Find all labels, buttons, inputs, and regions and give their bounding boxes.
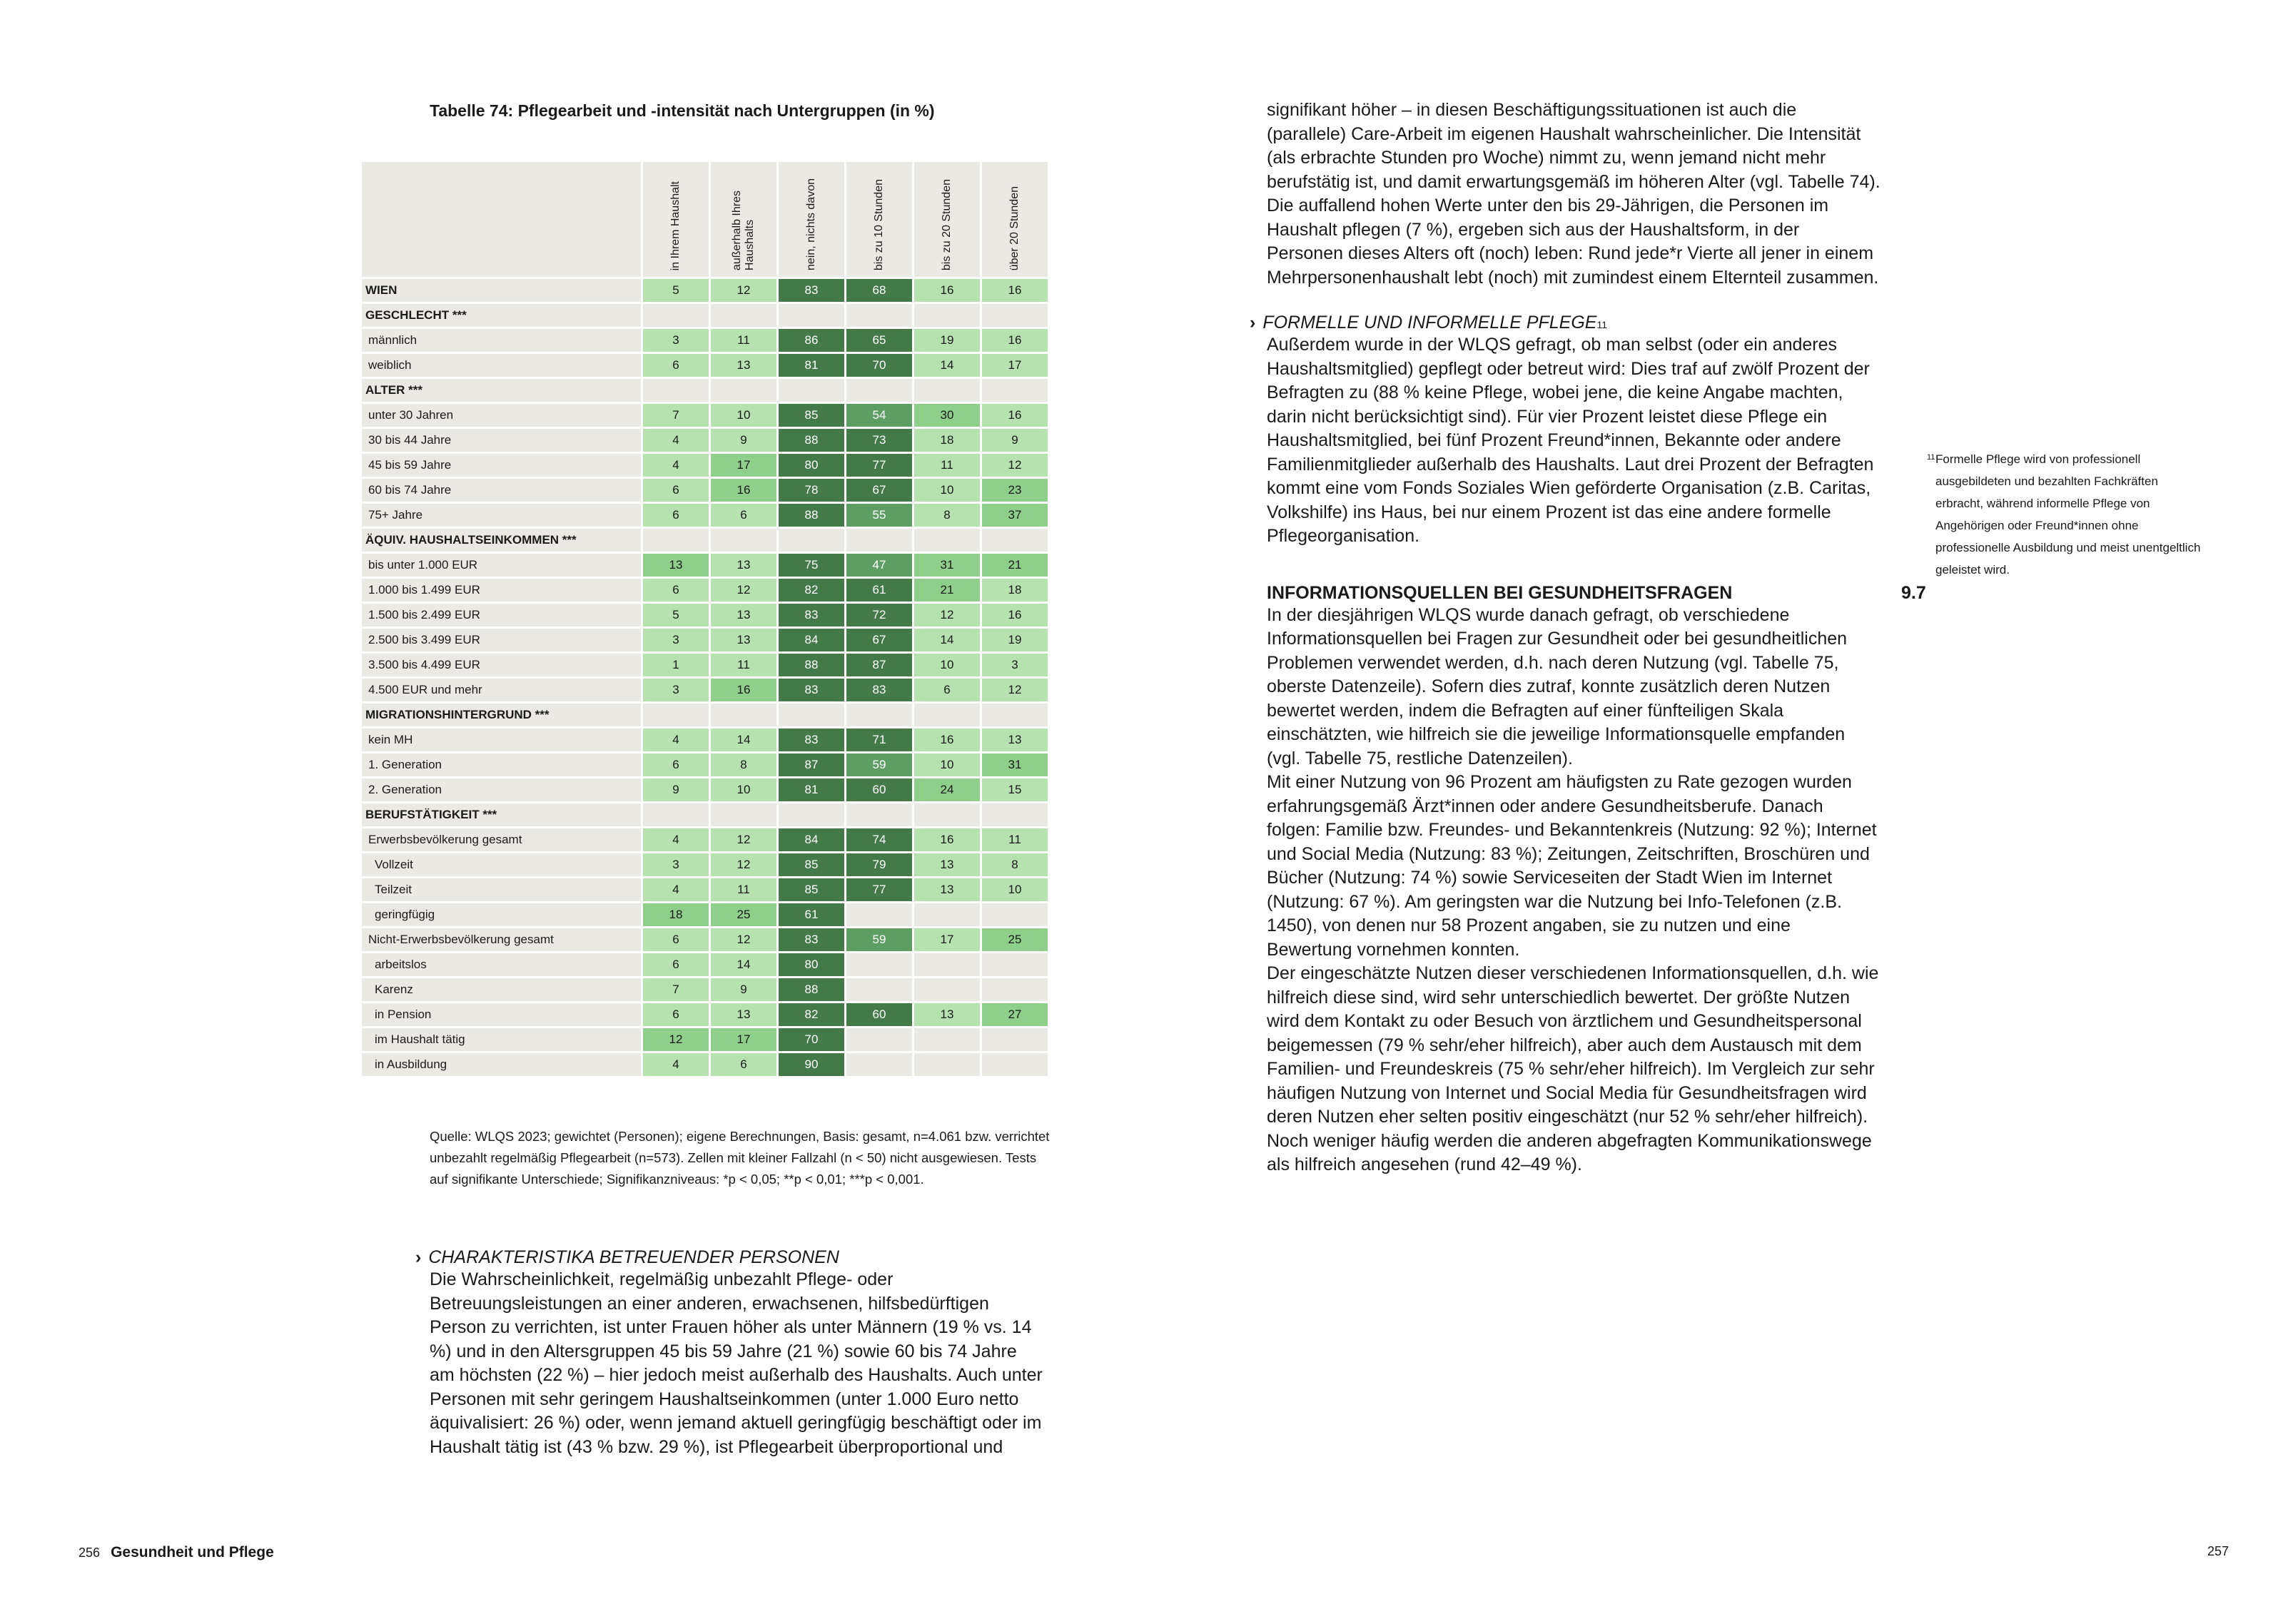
table-cell: 13 <box>711 354 776 377</box>
table-row <box>362 878 1048 901</box>
table-cell <box>643 803 709 826</box>
table-cell <box>846 529 912 552</box>
table-cell <box>779 704 844 726</box>
table-cell: 9 <box>643 778 709 801</box>
table-cell <box>982 704 1048 726</box>
table-cell <box>711 304 776 327</box>
table-cell: 5 <box>643 279 709 302</box>
row-label: arbeitslos <box>362 953 641 976</box>
table-row <box>362 903 1048 926</box>
col-header: nein, nichts davon <box>779 162 844 277</box>
table-row <box>362 778 1048 801</box>
table-row <box>362 429 1048 452</box>
table-cell: 21 <box>914 579 980 602</box>
row-label: 1. Generation <box>362 753 641 776</box>
row-label: in Ausbildung <box>362 1053 641 1076</box>
table-cell: 6 <box>643 953 709 976</box>
table-cell: 13 <box>914 853 980 876</box>
table-cell: 12 <box>982 679 1048 701</box>
chevron-right-icon: › <box>1250 313 1256 333</box>
table-cell: 21 <box>982 554 1048 577</box>
table-cell: 85 <box>779 404 844 427</box>
table-cell: 74 <box>846 828 912 851</box>
table-cell: 31 <box>914 554 980 577</box>
table-row <box>362 579 1048 602</box>
table-row <box>362 454 1048 477</box>
table-row <box>362 978 1048 1001</box>
row-label: geringfügig <box>362 903 641 926</box>
paragraph-characteristics: Die Wahrscheinlichkeit, regelmäßig unbezahlt Pflege- oder Betreuungsleistungen an einer anderen, erwachsenen, hilfsbedürftigen Person zu verrichten, ist unter Frauen höher als unter Männern (19 % vs. 14 %) und in den Altersgruppen 45 bis 59 Jahre (21 %) sowie 60 bis 74 Jahre am höchsten (22 %) – hier jedoch meist außerhalb des Haushalts. Auch unter Personen mit sehr geringem Haushaltseinkommen (unter 1.000 Euro netto äquivalisiert: 26 %) oder, wenn jemand aktuell geringfügig beschäftigt oder im Haushalt tätig ist (43 % bzw. 29 %), ist Pflegearbeit überproportional und <box>430 1269 1043 1457</box>
table-cell <box>982 803 1048 826</box>
table-cell: 16 <box>914 729 980 751</box>
table-row <box>362 504 1048 527</box>
table-cell: 3 <box>643 679 709 701</box>
table-cell: 1 <box>643 654 709 676</box>
table-cell: 17 <box>914 928 980 951</box>
col-header: bis zu 10 Stunden <box>846 162 912 277</box>
table-cell: 87 <box>846 654 912 676</box>
table-cell: 59 <box>846 753 912 776</box>
col-header: in Ihrem Haushalt <box>643 162 709 277</box>
table-cell: 14 <box>711 729 776 751</box>
table-cell <box>982 953 1048 976</box>
row-label: 4.500 EUR und mehr <box>362 679 641 701</box>
table-cell: 4 <box>643 828 709 851</box>
table-cell: 6 <box>914 679 980 701</box>
table-cell: 8 <box>982 853 1048 876</box>
table-cell: 61 <box>779 903 844 926</box>
table-source-note: Quelle: WLQS 2023; gewichtet (Personen); eigene Berechnungen, Basis: gesamt, n=4.061 bzw. verrichtet unbezahlt regelmäßig Pflegearbeit (n=573). Zellen mit kleiner Fallzahl (n < 50) nicht ausgewiesen. Tests auf signifikante Unterschiede; Signifikanzniveaus: *p < 0,05; **p < 0,01; ***p < 0,001. <box>430 1129 1050 1187</box>
table-cell: 10 <box>914 654 980 676</box>
row-label: kein MH <box>362 729 641 751</box>
table-cell: 16 <box>982 329 1048 352</box>
table-cell: 88 <box>779 978 844 1001</box>
row-label: 2.500 bis 3.499 EUR <box>362 629 641 651</box>
table-cell: 13 <box>643 554 709 577</box>
table-cell: 19 <box>914 329 980 352</box>
table-cell: 9 <box>982 429 1048 452</box>
row-label: weiblich <box>362 354 641 377</box>
col-header: bis zu 20 Stunden <box>914 162 980 277</box>
table-cell: 75 <box>779 554 844 577</box>
table-row <box>362 354 1048 377</box>
table-cell: 70 <box>846 354 912 377</box>
table-cell: 4 <box>643 429 709 452</box>
row-label: bis unter 1.000 EUR <box>362 554 641 577</box>
table-cell: 6 <box>643 928 709 951</box>
table-cell: 25 <box>711 903 776 926</box>
table-cell <box>643 704 709 726</box>
table-cell <box>914 978 980 1001</box>
row-label: Vollzeit <box>362 853 641 876</box>
table-cell <box>779 379 844 402</box>
table-cell <box>846 379 912 402</box>
table-row <box>362 654 1048 676</box>
table-cell: 14 <box>914 354 980 377</box>
row-label: Karenz <box>362 978 641 1001</box>
table-cell: 68 <box>846 279 912 302</box>
page-number-right: 257 <box>2207 1544 2229 1558</box>
table-cell: 47 <box>846 554 912 577</box>
table-row <box>362 479 1048 502</box>
table-cell: 24 <box>914 778 980 801</box>
table-body <box>362 279 1048 1076</box>
table-cell: 7 <box>643 404 709 427</box>
table-cell: 83 <box>779 604 844 626</box>
table-cell: 59 <box>846 928 912 951</box>
table-cell: 84 <box>779 629 844 651</box>
col-header: außerhalb Ihres Haushalts <box>711 162 776 277</box>
table-cell: 10 <box>982 878 1048 901</box>
table-cell: 73 <box>846 429 912 452</box>
subheading-text: CHARAKTERISTIKA BETREUENDER PERSONEN <box>428 1247 839 1267</box>
table-cell: 13 <box>711 604 776 626</box>
table-cell: 13 <box>711 554 776 577</box>
table-cell <box>982 529 1048 552</box>
section-heading-block <box>1267 582 1926 604</box>
table-cell: 3 <box>643 629 709 651</box>
table-cell: 6 <box>643 504 709 527</box>
table-cell <box>711 529 776 552</box>
table-cell: 80 <box>779 454 844 477</box>
table-cell: 4 <box>643 1053 709 1076</box>
table-cell: 6 <box>643 479 709 502</box>
table-cell: 82 <box>779 579 844 602</box>
table-cell: 83 <box>779 279 844 302</box>
table-cell: 6 <box>643 1003 709 1026</box>
table-cell <box>914 1028 980 1051</box>
table-row <box>362 554 1048 577</box>
table-cell: 83 <box>779 928 844 951</box>
table-cell: 13 <box>914 878 980 901</box>
table-row <box>362 953 1048 976</box>
table-cell <box>914 803 980 826</box>
table-cell: 4 <box>643 729 709 751</box>
table-cell <box>711 704 776 726</box>
table-cell: 10 <box>711 404 776 427</box>
row-label: MIGRATIONSHINTERGRUND *** <box>362 704 641 726</box>
table-cell: 30 <box>914 404 980 427</box>
table-cell <box>846 953 912 976</box>
table-cell: 84 <box>779 828 844 851</box>
table-cell: 78 <box>779 479 844 502</box>
table-cell: 79 <box>846 853 912 876</box>
table-row <box>362 828 1048 851</box>
page-number-left: 256 <box>79 1546 101 1560</box>
table-cell: 55 <box>846 504 912 527</box>
row-label: Erwerbsbevölkerung gesamt <box>362 828 641 851</box>
table-cell: 31 <box>982 753 1048 776</box>
table-cell <box>982 304 1048 327</box>
footer-left <box>79 1544 274 1561</box>
table-cell: 12 <box>643 1028 709 1051</box>
table-cell <box>643 379 709 402</box>
table-cell: 4 <box>643 454 709 477</box>
table-cell: 85 <box>779 853 844 876</box>
table-cell: 17 <box>982 354 1048 377</box>
table-cell: 83 <box>846 679 912 701</box>
table-cell <box>779 529 844 552</box>
table-row <box>362 329 1048 352</box>
table-cell: 16 <box>711 479 776 502</box>
table-cell: 15 <box>982 778 1048 801</box>
table-cell <box>846 1053 912 1076</box>
table-cell: 11 <box>711 654 776 676</box>
row-label: 75+ Jahre <box>362 504 641 527</box>
table-cell: 14 <box>914 629 980 651</box>
table-cell: 8 <box>914 504 980 527</box>
table-row <box>362 928 1048 951</box>
row-label: Teilzeit <box>362 878 641 901</box>
table-cell <box>982 903 1048 926</box>
table-cell: 3 <box>982 654 1048 676</box>
table-cell: 70 <box>779 1028 844 1051</box>
table-row <box>362 679 1048 701</box>
table-cell: 12 <box>711 828 776 851</box>
row-label: GESCHLECHT *** <box>362 304 641 327</box>
table-cell: 67 <box>846 629 912 651</box>
table-cell <box>914 379 980 402</box>
table-row <box>362 529 1048 552</box>
table-row <box>362 379 1048 402</box>
right-text-column <box>1250 98 1926 1177</box>
table-cell: 81 <box>779 778 844 801</box>
paragraph-info-2: Mit einer Nutzung von 96 Prozent am häufigsten zu Rate gezogen wurden erfahrungsgemäß Ärzt*innen oder andere Gesundheitsberufe. Danach folgen: Familie bzw. Freundes- und Bekanntenkreis (Nutzung: 92 %); Internet und Social Media (Nutzung: 83 %); Zeitungen, Zeitschriften, Broschüren und Bücher (Nutzung: 74 %) sowie Serviceseiten der Stadt Wien im Internet (Nutzung: 67 %). Am geringsten war die Nutzung bei Info-Telefonen (z.B. 1450), von denen nur 58 Prozent angaben, sie zu nutzen und eine Bewertung vornehmen konnten. <box>1267 772 1877 960</box>
table-cell: 16 <box>711 679 776 701</box>
subheading-characteristics <box>415 1247 1043 1268</box>
table-cell: 14 <box>711 953 776 976</box>
table-cell <box>914 953 980 976</box>
table-cell <box>982 1028 1048 1051</box>
table-cell: 5 <box>643 604 709 626</box>
subheading-formal-care: › FORMELLE UND INFORMELLE PFLEGE 11 <box>1250 313 1608 333</box>
table-cell: 3 <box>643 853 709 876</box>
table-cell: 6 <box>711 504 776 527</box>
table-cell: 83 <box>779 729 844 751</box>
table-row <box>362 803 1048 826</box>
table-cell: 90 <box>779 1053 844 1076</box>
table-cell: 60 <box>846 778 912 801</box>
table-cell: 11 <box>711 878 776 901</box>
row-label: BERUFSTÄTIGKEIT *** <box>362 803 641 826</box>
table-cell: 83 <box>779 679 844 701</box>
table-cell: 67 <box>846 479 912 502</box>
table-cell: 12 <box>982 454 1048 477</box>
table-cell <box>914 1053 980 1076</box>
table-cell: 80 <box>779 953 844 976</box>
table-cell <box>982 978 1048 1001</box>
table-cell: 12 <box>711 853 776 876</box>
table-cell: 16 <box>982 279 1048 302</box>
row-label: 3.500 bis 4.499 EUR <box>362 654 641 676</box>
row-label: ÄQUIV. HAUSHALTSEINKOMMEN *** <box>362 529 641 552</box>
table-row <box>362 279 1048 302</box>
table-cell: 65 <box>846 329 912 352</box>
table-row <box>362 604 1048 626</box>
table-cell: 71 <box>846 729 912 751</box>
table-header-corner <box>362 162 641 277</box>
chapter-title: Gesundheit und Pflege <box>111 1544 274 1560</box>
table-cell <box>846 978 912 1001</box>
table-cell: 77 <box>846 454 912 477</box>
table-cell <box>846 304 912 327</box>
table-row <box>362 629 1048 651</box>
table-row <box>362 1028 1048 1051</box>
table-row <box>362 729 1048 751</box>
table-cell: 9 <box>711 978 776 1001</box>
paragraph-top: signifikant höher – in diesen Beschäftigungssituationen ist auch die (parallele) Care-Arbeit im eigenen Haushalt wahrscheinlicher. Die Intensität (als erbrachte Stunden pro Woche) nimmt zu, wenn jemand nicht mehr berufstätig ist, und damit erwartungsgemäß im höheren Alter (vgl. Tabelle 74). Die auffallend hohen Werte unter den bis 29-Jährigen, die Personen im Haushalt pflegen (7 %), ergeben sich aus der Haushaltsform, in der Personen dieses Alters oft (noch) leben: Rund jede*r Vierte all jener in einem Mehrpersonenhaushalt lebt (noch) mit zumindest einem Elternteil zusammen. <box>1267 100 1881 288</box>
table-cell: 16 <box>914 279 980 302</box>
table-row <box>362 1053 1048 1076</box>
row-label: 1.000 bis 1.499 EUR <box>362 579 641 602</box>
row-label: 45 bis 59 Jahre <box>362 454 641 477</box>
table-row <box>362 753 1048 776</box>
footnote-text: Formelle Pflege wird von professionell ausgebildeten und bezahlten Fachkräften erbracht, während informelle Pflege von Angehörigen oder Freund*innen ohne professionelle Ausbildung und meist unentgeltlich geleistet wird. <box>1935 452 2201 577</box>
data-table <box>360 160 1050 1078</box>
paragraph-formal-care: Außerdem wurde in der WLQS gefragt, ob man selbst (oder ein anderes Haushaltsmitglied) gepflegt oder betreut wird: Dies traf auf zwölf Prozent der Befragten zu (88 % keine Pflege, wobei jene, die keine Angabe machten, darin nicht berücksichtigt sind). Für vier Prozent leistet diese Pflege ein Haushaltsmitglied, bei fünf Prozent Freund*innen, Bekannte oder andere Familienmitglieder außerhalb des Haushalts. Laut drei Prozent der Befragten kommt eine vom Fonds Soziales Wien geförderte Organisation (z.B. Caritas, Volkshilfe) ins Haus, bei nur einem Prozent ist das eine andere formelle Pflegeorganisation. <box>1267 335 1874 546</box>
table-cell: 81 <box>779 354 844 377</box>
paragraph-info-3: Der eingeschätzte Nutzen dieser verschiedenen Informationsquellen, d.h. wie hilfreich diese sind, wird sehr unterschiedlich bewertet. Der größte Nutzen wird dem Kontakt zu oder Besuch von ärztlichem und Gesundheitspersonal beigemessen (79 % sehr/eher hilfreich), aber auch dem Austausch mit dem Familien- und Freundeskreis (75 % sehr/eher hilfreich). Im Vergleich zur sehr häufigen Nutzung von Internet und Social Media für Gesundheitsfragen wird deren Nutzen eher selten positiv eingeschätzt (nur 52 % sehr/eher hilfreich). Noch weniger häufig werden die anderen abgefragten Kommunikationswege als hilfreich angesehen (rund 42–49 %). <box>1267 963 1879 1174</box>
table-cell: 54 <box>846 404 912 427</box>
table-cell: 77 <box>846 878 912 901</box>
row-label: ALTER *** <box>362 379 641 402</box>
table-cell <box>982 379 1048 402</box>
table-cell: 6 <box>643 579 709 602</box>
table-cell: 88 <box>779 429 844 452</box>
table-cell: 13 <box>914 1003 980 1026</box>
table-header-row <box>362 162 1048 277</box>
table-cell: 16 <box>982 404 1048 427</box>
row-label: WIEN <box>362 279 641 302</box>
table-cell: 10 <box>914 479 980 502</box>
table-cell: 17 <box>711 454 776 477</box>
subheading-text: FORMELLE UND INFORMELLE PFLEGE <box>1262 313 1597 333</box>
table-cell: 60 <box>846 1003 912 1026</box>
table-cell: 10 <box>711 778 776 801</box>
table-cell <box>643 304 709 327</box>
table-cell: 13 <box>982 729 1048 751</box>
table-cell: 11 <box>982 828 1048 851</box>
table-cell: 17 <box>711 1028 776 1051</box>
table-cell: 12 <box>711 279 776 302</box>
table-cell <box>914 704 980 726</box>
footnote <box>1927 448 2207 581</box>
table-cell: 13 <box>711 629 776 651</box>
table-cell: 12 <box>711 579 776 602</box>
row-label: Nicht-Erwerbsbevölkerung gesamt <box>362 928 641 951</box>
table-cell: 25 <box>982 928 1048 951</box>
table-cell <box>846 1028 912 1051</box>
table-cell <box>846 803 912 826</box>
table-cell <box>846 903 912 926</box>
table-cell: 12 <box>711 928 776 951</box>
table-cell <box>779 304 844 327</box>
table-cell: 88 <box>779 504 844 527</box>
table-cell: 82 <box>779 1003 844 1026</box>
row-label: unter 30 Jahren <box>362 404 641 427</box>
table-cell <box>914 903 980 926</box>
table-cell: 88 <box>779 654 844 676</box>
table-cell: 13 <box>711 1003 776 1026</box>
table-cell: 87 <box>779 753 844 776</box>
table-cell <box>643 529 709 552</box>
table-cell: 11 <box>914 454 980 477</box>
section-number: 9.7 <box>1901 582 1926 603</box>
table-cell: 11 <box>711 329 776 352</box>
col-header: über 20 Stunden <box>982 162 1048 277</box>
table-cell: 18 <box>914 429 980 452</box>
table-cell <box>914 529 980 552</box>
row-label: 30 bis 44 Jahre <box>362 429 641 452</box>
table-cell <box>711 803 776 826</box>
table-row <box>362 853 1048 876</box>
table-cell: 23 <box>982 479 1048 502</box>
table-cell: 85 <box>779 878 844 901</box>
table-cell: 4 <box>643 878 709 901</box>
table-cell: 7 <box>643 978 709 1001</box>
table-title: Tabelle 74: Pflegearbeit und -intensität nach Untergruppen (in %) <box>430 101 935 120</box>
table-row <box>362 404 1048 427</box>
table-cell: 86 <box>779 329 844 352</box>
table-cell: 16 <box>914 828 980 851</box>
row-label: 60 bis 74 Jahre <box>362 479 641 502</box>
table-row <box>362 1003 1048 1026</box>
left-text-column <box>415 1247 1043 1459</box>
table-cell <box>982 1053 1048 1076</box>
footnote-number: 11 <box>1927 453 1935 462</box>
row-label: im Haushalt tätig <box>362 1028 641 1051</box>
chevron-right-icon: › <box>415 1247 422 1267</box>
table-cell <box>711 379 776 402</box>
table-cell: 37 <box>982 504 1048 527</box>
row-label: 1.500 bis 2.499 EUR <box>362 604 641 626</box>
table-cell: 16 <box>982 604 1048 626</box>
table-cell: 6 <box>643 354 709 377</box>
paragraph-info-1: In der diesjährigen WLQS wurde danach gefragt, ob verschiedene Informationsquellen bei Fragen zur Gesundheit oder bei gesundheitlichen Problemen verwendet werden, d.h. nach deren Nutzung (vgl. Tabelle 75, oberste Datenzeile). Sofern dies zutraf, konnte zusätzlich deren Nutzen bewertet werden, indem die Befragten auf einer fünfteiligen Skala einschätzten, wie hilfreich sie die jeweilige Informationsquelle empfanden (vgl. Tabelle 75, restliche Datenzeilen). <box>1267 604 1848 768</box>
table-cell: 12 <box>914 604 980 626</box>
table-cell <box>779 803 844 826</box>
row-label: männlich <box>362 329 641 352</box>
table-cell: 6 <box>711 1053 776 1076</box>
table-cell <box>846 704 912 726</box>
section-heading: INFORMATIONSQUELLEN BEI GESUNDHEITSFRAGEN <box>1267 582 1733 603</box>
table-row <box>362 304 1048 327</box>
table-cell: 8 <box>711 753 776 776</box>
row-label: in Pension <box>362 1003 641 1026</box>
table-cell: 6 <box>643 753 709 776</box>
table-cell: 27 <box>982 1003 1048 1026</box>
table-cell: 18 <box>643 903 709 926</box>
table-cell: 9 <box>711 429 776 452</box>
table-cell: 10 <box>914 753 980 776</box>
table-cell: 3 <box>643 329 709 352</box>
table-cell: 19 <box>982 629 1048 651</box>
table-cell <box>914 304 980 327</box>
row-label: 2. Generation <box>362 778 641 801</box>
table-cell: 61 <box>846 579 912 602</box>
table-row <box>362 704 1048 726</box>
table-cell: 72 <box>846 604 912 626</box>
table-cell: 18 <box>982 579 1048 602</box>
